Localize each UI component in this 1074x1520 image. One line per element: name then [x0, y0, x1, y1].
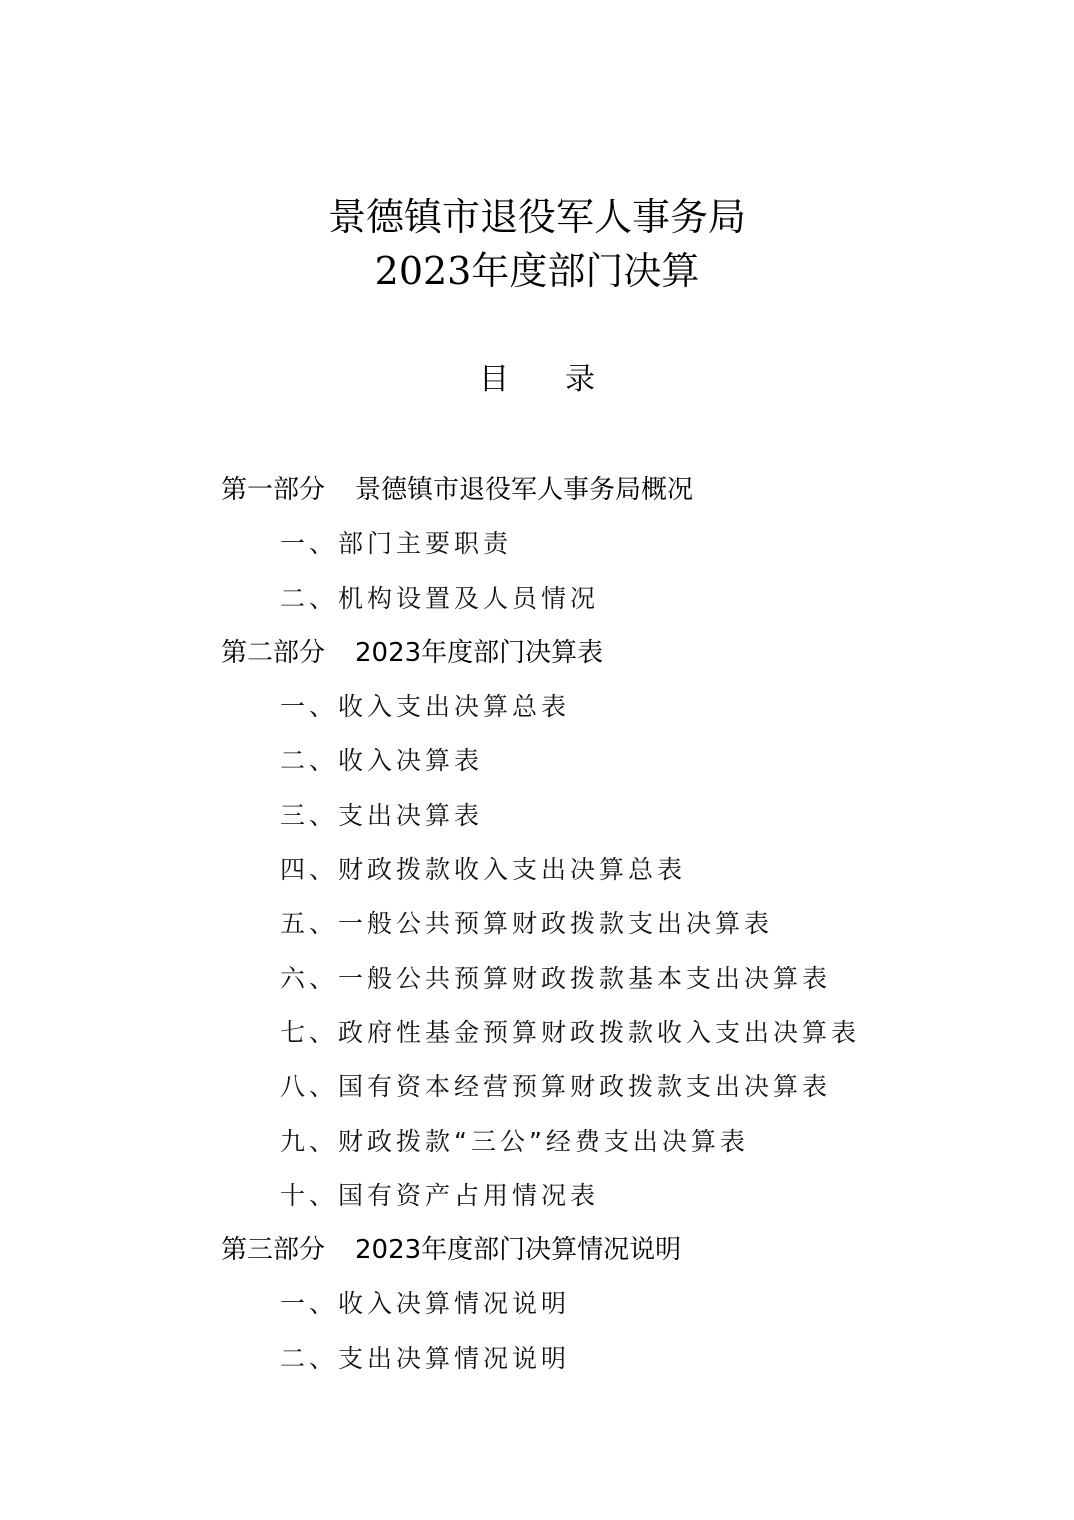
toc-item: 八、国有资本经营预算财政拨款支出决算表: [280, 1072, 832, 1102]
toc-item: 一、部门主要职责: [280, 529, 513, 559]
toc-item: 十、国有资产占用情况表: [280, 1180, 600, 1210]
toc-part-title: 景德镇市退役军人事务局概况: [355, 475, 694, 505]
toc-item: 一、收入支出决算总表: [280, 692, 571, 722]
toc-item: 二、支出决算情况说明: [280, 1343, 571, 1373]
table-of-contents: [0, 463, 1074, 1386]
toc-heading-char-1: 目: [479, 362, 509, 397]
document-title-line-2: 2023年度部门决算: [374, 249, 700, 293]
toc-part-number: 第一部分: [221, 475, 326, 505]
toc-item: 二、收入决算表: [280, 746, 484, 776]
toc-part-number: 第二部分: [221, 637, 326, 668]
toc-item: 一、收入决算情况说明: [280, 1289, 571, 1319]
toc-heading: [0, 358, 1074, 402]
toc-item: 六、一般公共预算财政拨款基本支出决算表: [280, 963, 832, 993]
toc-heading-char-2: 录: [565, 362, 595, 397]
toc-item: 九、财政拨款“三公”经费支出决算表: [280, 1126, 749, 1156]
toc-part-heading: [0, 626, 1074, 680]
toc-part-number: 第三部分: [221, 1235, 326, 1266]
toc-part-heading: [0, 463, 1074, 517]
toc-item: 二、机构设置及人员情况: [280, 583, 600, 613]
toc-item: 五、一般公共预算财政拨款支出决算表: [280, 909, 774, 939]
toc-item: 四、财政拨款收入支出决算总表: [280, 855, 687, 885]
toc-part-title: 2023年度部门决算表: [355, 637, 604, 668]
toc-part-title: 2023年度部门决算情况说明: [355, 1235, 682, 1266]
toc-item: 七、政府性基金预算财政拨款收入支出决算表: [280, 1017, 861, 1047]
toc-item: 三、支出决算表: [280, 800, 484, 830]
toc-part-heading: [0, 1223, 1074, 1277]
document-title-line-1: 景德镇市退役军人事务局: [327, 195, 746, 239]
